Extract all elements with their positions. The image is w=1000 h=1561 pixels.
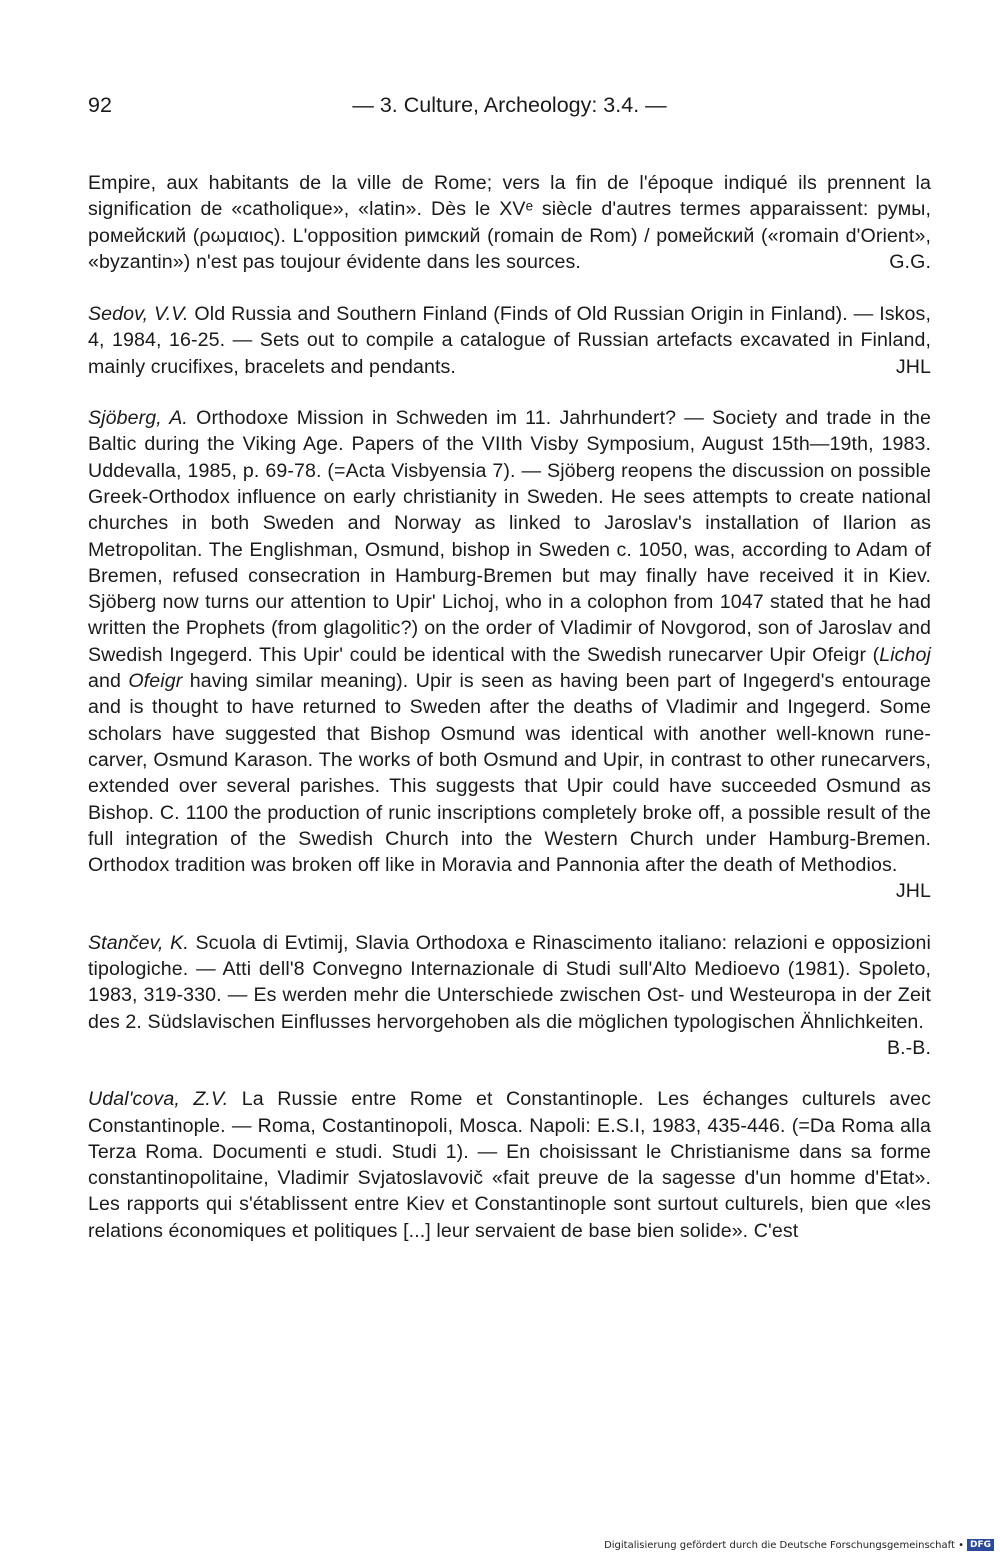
entry-author: Sedov, V.V. bbox=[88, 303, 189, 326]
entry-italic-term: Lichoj bbox=[879, 643, 931, 666]
dfg-logo: DFG bbox=[967, 1539, 994, 1551]
entry-udalcova bbox=[88, 1086, 931, 1244]
entry-text: Orthodoxe Mission in Schweden im 11. Jahrhundert? — Society and trade in the Baltic during the Viking Age. Papers of the VIIth Visby Symposium, August 15th—19th, 1983. Uddevalla, 1985, p. 69-78. (=Acta Visbyensia 7). — Sjöberg reopens the discussion on possible Greek-Orthodox influence on early christianity in Sweden. He sees attempts to create national churches in both Sweden and Norway as linked to Jaroslav's installation of Ilarion as Metropolitan. The Englishman, Osmund, bishop in Sweden c. 1050, was, according to Adam of Bremen, refused consecration in Hamburg-Bremen but may finally have received it in Kiev. Sjöberg now turns our attention to Upir' Lichoj, who in a colophon from 1047 stated that he had written the Prophets (from glagolitic?) on the order of Vladimir of Novgorod, son of Jaroslav and Swedish Ingegerd. This Upir' could be identical with the Swedish runecarver Upir Ofeigr ( bbox=[88, 407, 931, 666]
document-page bbox=[88, 90, 931, 1269]
footer-text: Digitalisierung gefördert durch die Deutsche Forschungsgemeinschaft • bbox=[604, 1540, 964, 1551]
entry-continuation bbox=[88, 170, 931, 275]
entry-text: and bbox=[88, 670, 129, 693]
reviewer-initials: JHL bbox=[895, 355, 931, 378]
running-head: — 3. Culture, Archeology: 3.4. — bbox=[352, 93, 667, 117]
entry-text: La Russie entre Rome et Constantinople. Les échanges culturels avec Constantinople. — Roma, Costantinopoli, Mosca. Napoli: E.S.I, 1983, 435-446. (=Da Roma alla Terza Roma. Documenti e studi. Studi 1). — En choisissant le Christianisme dans sa forme constantinopolitaine, Vladimir Svjatoslavovič «fait preuve de la sagesse d'un homme d'Etat». Les rapports qui s'établissent entre Kiev et Constantinople sont surtout culturels, bien que «les relations économiques et politiques [...] leur servaient de base bien solide». C'est bbox=[88, 1088, 931, 1242]
entry-author: Stančev, K. bbox=[88, 931, 189, 954]
page-header bbox=[88, 90, 931, 120]
entry-sjoberg bbox=[88, 405, 931, 905]
entry-italic-term: Ofeigr bbox=[128, 670, 183, 693]
digitization-footer bbox=[604, 1539, 994, 1553]
entry-text: Scuola di Evtimij, Slavia Orthodoxa e Rinascimento italiano: relazioni e opposizioni tipologiche. — Atti dell'8 Convegno Internazionale di Studi sull'Alto Medioevo (1981). Spoleto, 1983, 319-330. — Es werden mehr die Unterschiede zwischen Ost- und Westeuropa in der Zeit des 2. Südslavischen Einflusses hervorgehoben als die möglichen typologischen Ähnlichkeiten. bbox=[88, 931, 932, 1033]
reviewer-initials: B.-B. bbox=[886, 1036, 931, 1059]
entry-text: Old Russia and Southern Finland (Finds of Old Russian Origin in Finland). — Iskos, 4, 1984, 16-25. — Sets out to compile a catalogue of Russian artefacts excavated in Finland, mainly crucifixes, bracelets and pendants. bbox=[88, 303, 931, 378]
entry-text: Empire, aux habitants de la ville de Rome; vers la fin de l'époque indiqué ils prennent la signification de «catholique», «latin». Dès le XVᵉ siècle d'autres termes apparaissent: румы, ромейский (ρωμαιος). L'opposition римский (romain de Rom) / ромейский («romain d'Orient», «byzantin») n'est pas toujour évidente dans les sources. bbox=[88, 172, 931, 273]
reviewer-initials: JHL bbox=[895, 880, 931, 903]
reviewer-initials: G.G. bbox=[889, 250, 931, 273]
entry-text: having similar meaning). Upir is seen as having been part of Ingegerd's entourage and is thought to have returned to Sweden after the deaths of Vladimir and Ingegerd. Some scholars have suggested that Bishop Osmund was identical with another well-known rune-carver, Osmund Karason. The works of both Osmund and Upir, in contrast to other runecarvers, extended over several parishes. This suggests that Upir could have succeeded Osmund as Bishop. C. 1100 the production of runic inscriptions completely broke off, a possible result of the full integration of the Swedish Church into the Western Church under Hamburg-Bremen. Orthodox tradition was broken off like in Moravia and Pannonia after the death of Methodios. bbox=[88, 670, 931, 877]
entry-author: Sjöberg, A. bbox=[88, 407, 188, 430]
bibliography-entries bbox=[88, 170, 931, 1244]
entry-stancev bbox=[88, 930, 931, 1061]
entry-author: Udal'cova, Z.V. bbox=[88, 1088, 229, 1111]
page-number: 92 bbox=[88, 93, 112, 117]
entry-sedov bbox=[88, 301, 931, 380]
